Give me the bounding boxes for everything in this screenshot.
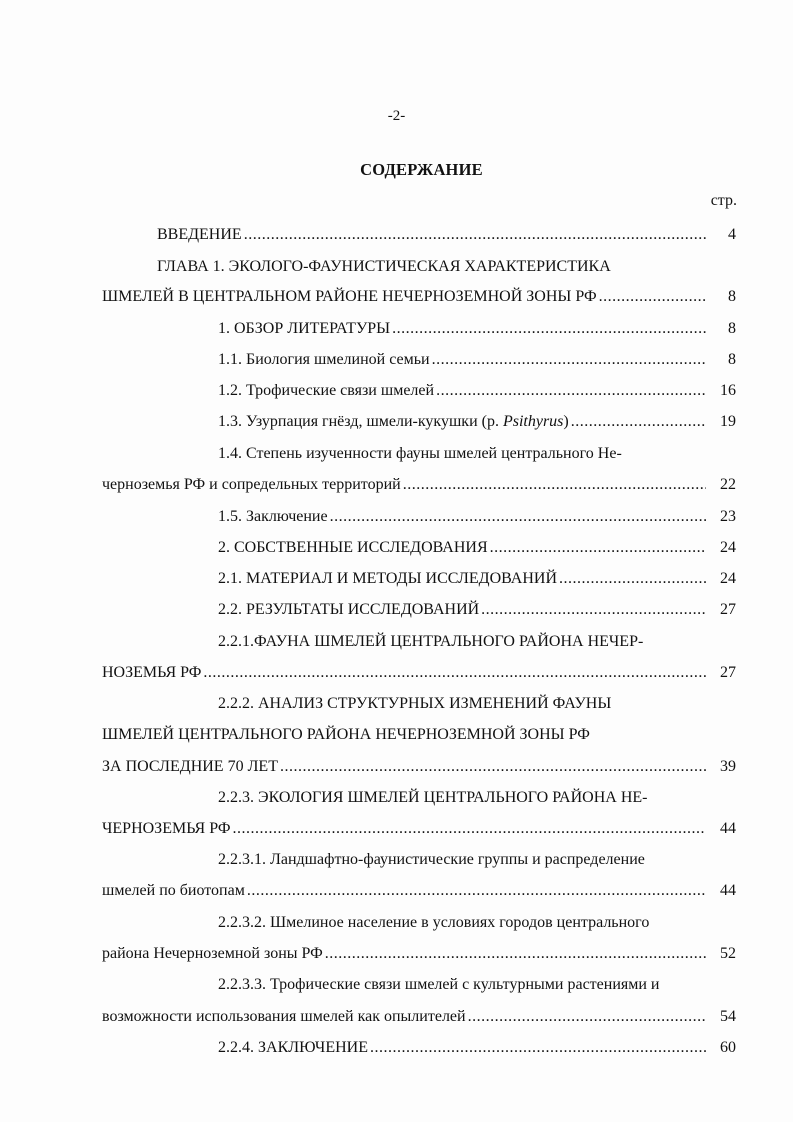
toc-entry-page: 16 [720, 382, 736, 399]
toc-entry-page: 60 [720, 1039, 736, 1056]
toc-entry-page: 52 [720, 945, 736, 962]
toc-entry-1-5: 1.5. Заключение ..... 23 [102, 506, 736, 528]
toc-entry-1-2: 1.2. Трофические связи шмелей ..... 16 [102, 380, 736, 402]
dot-leader [244, 224, 706, 246]
toc-entry-2-2: 2.2. РЕЗУЛЬТАТЫ ИССЛЕДОВАНИЙ ..... 27 [102, 599, 736, 621]
toc-entry-page: 8 [728, 288, 736, 305]
toc-entry-page: 27 [720, 664, 736, 681]
toc-entry-1-1: 1.1. Биология шмелиной семьи ..... 8 [102, 349, 736, 371]
genus-name: Psithyrus [502, 413, 564, 430]
toc-entry-2-2-3-1-line-2: шмелей по биотопам ..... 44 [102, 880, 736, 902]
dot-leader [403, 474, 706, 496]
toc-entry-2-1: 2.1. МАТЕРИАЛ И МЕТОДЫ ИССЛЕДОВАНИЙ ..... 24 [102, 568, 736, 590]
toc-entry-page: 4 [728, 226, 736, 243]
toc-entry-page: 44 [720, 882, 736, 899]
toc-entry-own-research: 2. СОБСТВЕННЫЕ ИССЛЕДОВАНИЯ ..... 24 [102, 537, 736, 559]
dot-leader [330, 506, 706, 528]
toc-entry-page: 22 [720, 476, 736, 493]
dot-leader [370, 1037, 706, 1059]
dot-leader [432, 349, 706, 371]
dot-leader [559, 568, 706, 590]
toc-entry-page: 27 [720, 601, 736, 618]
dot-leader [468, 1006, 706, 1028]
toc-entry-2-2-3-line-2: ЧЕРНОЗЕМЬЯ РФ ..... 44 [102, 818, 736, 840]
dot-leader [436, 380, 706, 402]
toc-entry-2-2-3-3-line-2: возможности использования шмелей как опылителей ..... 54 [102, 1006, 736, 1028]
dot-leader [599, 286, 706, 308]
toc-entry-2-2-3-2-line-1: 2.2.3.2. Шмелиное население в условиях городов центрального [218, 914, 650, 931]
toc-entry-2-2-3-1-line-1: 2.2.3.1. Ландшафтно-фаунистические группы и распределение [218, 851, 645, 868]
toc-entry-page: 8 [728, 351, 736, 368]
page-number: -2- [387, 108, 406, 124]
dot-leader [280, 756, 706, 778]
toc-entry-page: 54 [720, 1008, 736, 1025]
toc-entry-1-4-line-1: 1.4. Степень изученности фауны шмелей центрального Не- [218, 445, 622, 462]
toc-entry-page: 23 [720, 508, 736, 525]
toc-entry-page: 44 [720, 820, 736, 837]
toc-entry-page: 19 [720, 413, 736, 430]
toc-entry-2-2-3-line-1: 2.2.3. ЭКОЛОГИЯ ШМЕЛЕЙ ЦЕНТРАЛЬНОГО РАЙОНА НЕ- [218, 789, 648, 806]
toc-entry-introduction [102, 224, 736, 246]
dot-leader [571, 411, 706, 433]
toc-entry-2-2-2-line-3: ЗА ПОСЛЕДНИЕ 70 ЛЕТ ..... 39 [102, 756, 736, 778]
toc-entry-page: 8 [728, 320, 736, 337]
dot-leader [247, 880, 706, 902]
dot-leader [490, 537, 706, 559]
dot-leader [481, 599, 706, 621]
toc-entry-page: 39 [720, 758, 736, 775]
toc-entry-page: 24 [720, 570, 736, 587]
toc-entry-chapter-1-line-1: ГЛАВА 1. ЭКОЛОГО-ФАУНИСТИЧЕСКАЯ ХАРАКТЕРИСТИКА [157, 258, 611, 275]
toc-entry-2-2-1-line-2: НОЗЕМЬЯ РФ ..... 27 [102, 662, 736, 684]
toc-entry-1-3: 1.3. Узурпация гнёзд, шмели-кукушки (р. Psithyrus) ..... 19 [102, 411, 736, 433]
dot-leader [392, 318, 706, 340]
toc-entry-page: 24 [720, 539, 736, 556]
page-column-header: стр. [710, 192, 737, 209]
dot-leader [232, 818, 706, 840]
toc-entry-2-2-2-line-1: 2.2.2. АНАЛИЗ СТРУКТУРНЫХ ИЗМЕНЕНИЙ ФАУНЫ [218, 695, 612, 712]
toc-entry-label: ВВЕДЕНИЕ [157, 226, 242, 243]
toc-entry-literature-review: 1. ОБЗОР ЛИТЕРАТУРЫ ..... 8 [102, 318, 736, 340]
toc-entry-2-2-2-line-2: ШМЕЛЕЙ ЦЕНТРАЛЬНОГО РАЙОНА НЕЧЕРНОЗЕМНОЙ ЗОНЫ РФ [102, 726, 590, 743]
toc-entry-1-4-line-2: черноземья РФ и сопредельных территорий ..... 22 [102, 474, 736, 496]
dot-leader [325, 943, 706, 965]
toc-entry-2-2-1-line-1: 2.2.1.ФАУНА ШМЕЛЕЙ ЦЕНТРАЛЬНОГО РАЙОНА НЕЧЕР- [218, 633, 644, 650]
toc-entry-2-2-4: 2.2.4. ЗАКЛЮЧЕНИЕ ..... 60 [102, 1037, 736, 1059]
dot-leader [203, 662, 706, 684]
page-title: СОДЕРЖАНИЕ [360, 160, 483, 179]
toc-entry-2-2-3-3-line-1: 2.2.3.3. Трофические связи шмелей с культурными растениями и [218, 976, 660, 993]
toc-entry-2-2-3-2-line-2: района Нечерноземной зоны РФ ..... 52 [102, 943, 736, 965]
toc-entry-chapter-1-line-2: ШМЕЛЕЙ В ЦЕНТРАЛЬНОМ РАЙОНЕ НЕЧЕРНОЗЕМНОЙ ЗОНЫ РФ ..... 8 [102, 286, 736, 308]
